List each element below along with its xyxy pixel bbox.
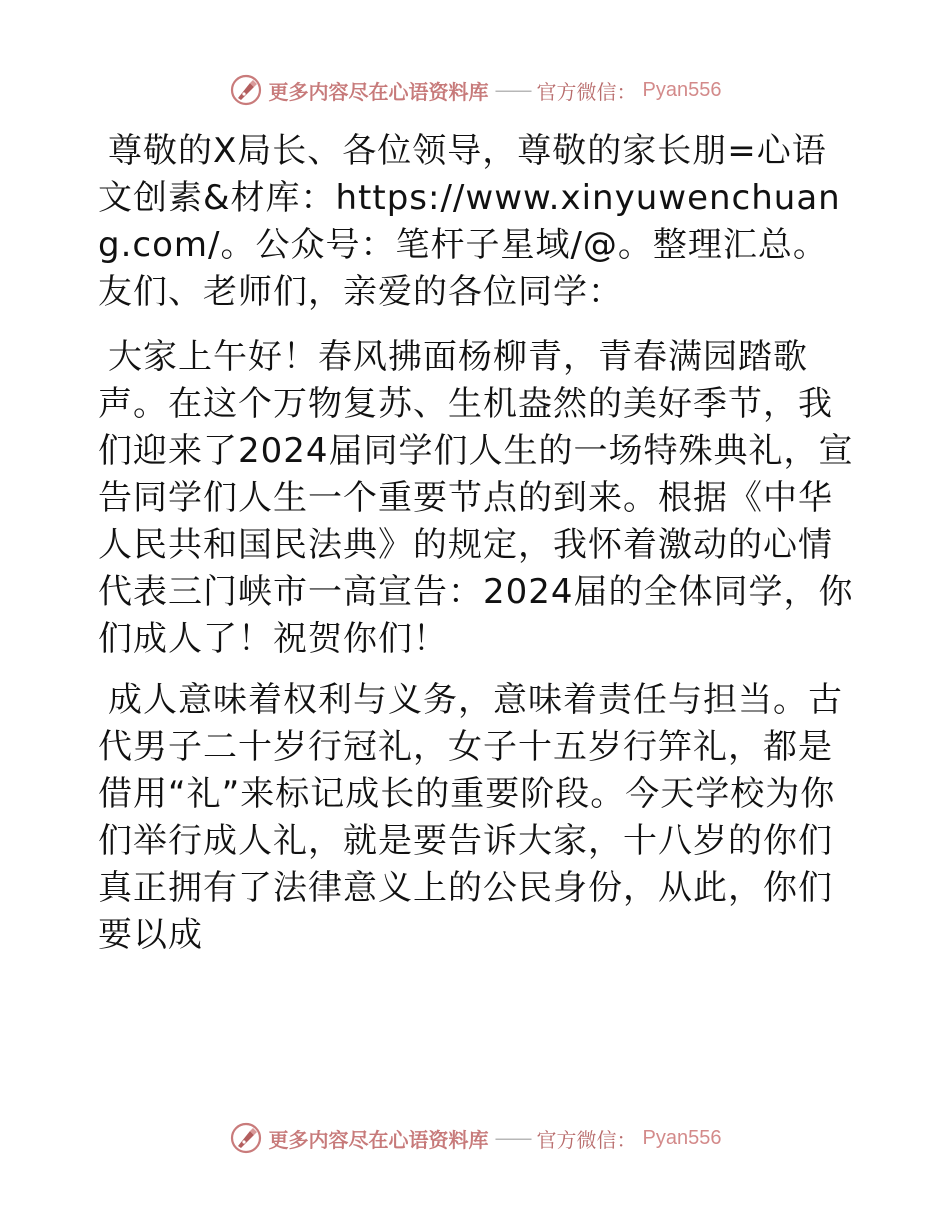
watermark-separator: ——	[494, 1126, 531, 1150]
watermark-wechat-id: Pyan556	[642, 78, 722, 101]
document-body	[98, 128, 854, 973]
pen-nib-logo-icon	[229, 1121, 263, 1155]
footer-watermark	[0, 1118, 950, 1158]
paragraph-announcement: 大家上午好！春风拂面杨柳青，青春满园踏歌声。在这个万物复苏、生机盎然的美好季节，我们迎来了2024届同学们人生的一场特殊典礼，宣告同学们人生一个重要节点的到来。根据《中华人民共和国民法典》的规定，我怀着激动的心情代表三门峡市一高宣告：2024届的全体同学，你们成人了！祝贺你们！	[98, 337, 854, 659]
watermark-wechat-id: Pyan556	[642, 1126, 722, 1149]
watermark-wechat-label: 官方微信：	[536, 79, 637, 104]
paragraph-greeting: 尊敬的X局长、各位领导，尊敬的家长朋=心语文创素&材库：https://www.xinyuwenchuang.com/。公众号：笔杆子星域/@。整理汇总。友们、老师们，亲爱的各位同学：	[98, 131, 841, 312]
watermark-wechat-label: 官方微信：	[536, 1127, 637, 1152]
watermark-separator: ——	[494, 78, 531, 102]
paragraph-meaning: 成人意味着权利与义务，意味着责任与担当。古代男子二十岁行冠礼，女子十五岁行笄礼，都是借用“礼”来标记成长的重要阶段。今天学校为你们举行成人礼，就是要告诉大家，十八岁的你们真正拥有了法律意义上的公民身份，从此，你们要以成	[98, 680, 843, 955]
header-watermark	[0, 70, 950, 110]
watermark-site-text: 更多内容尽在心语资料库	[268, 79, 489, 104]
pen-nib-logo-icon	[229, 73, 263, 107]
watermark-site-text: 更多内容尽在心语资料库	[268, 1127, 489, 1152]
